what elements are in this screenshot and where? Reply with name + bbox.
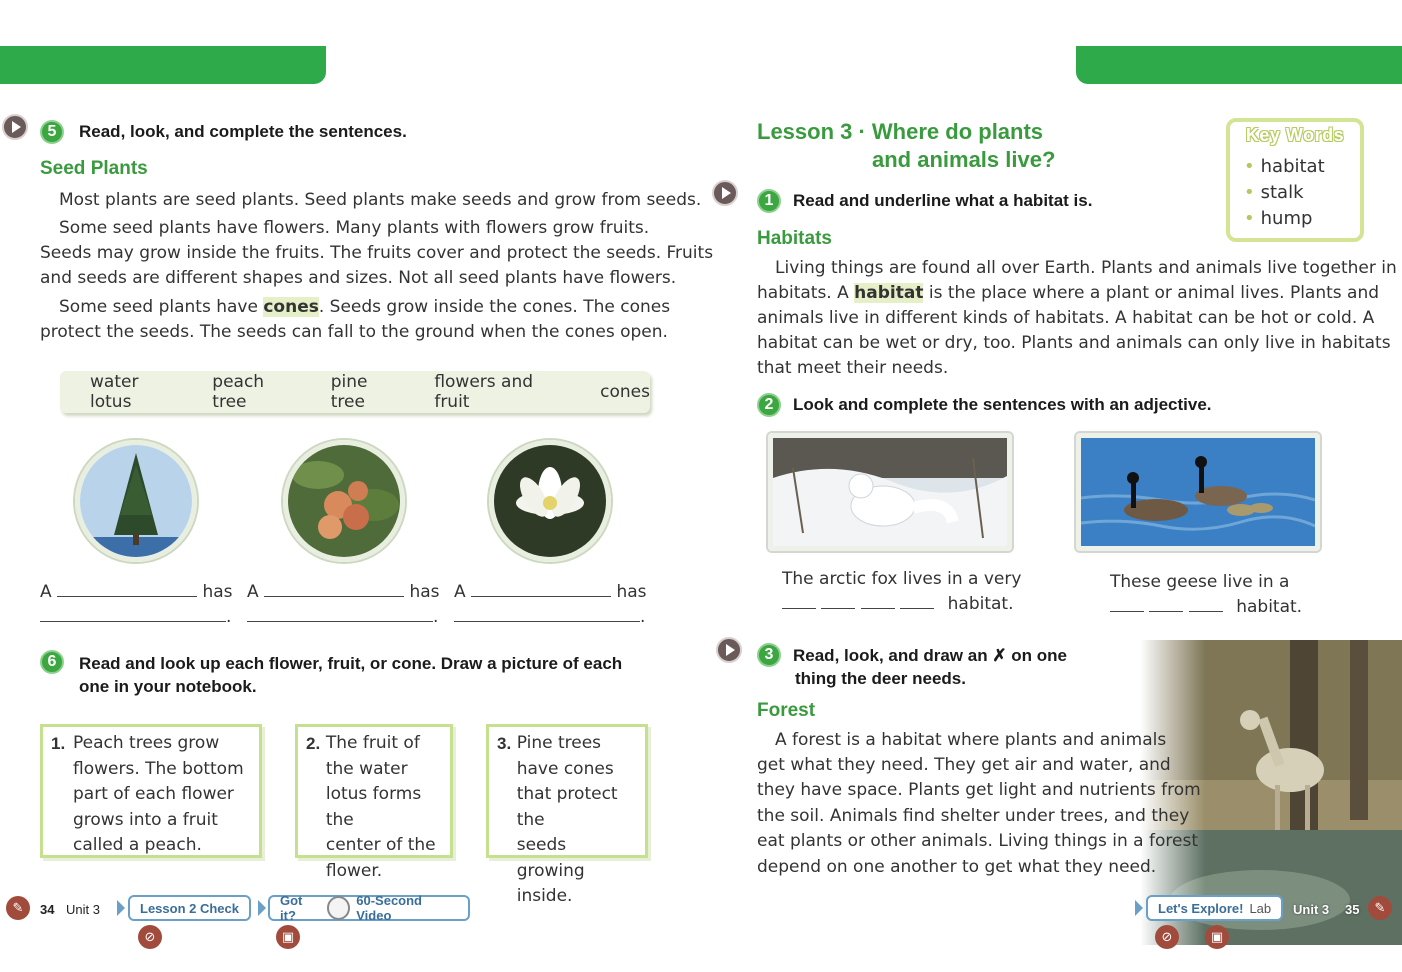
paragraph: habitat can be wet or dry, too. Plants and animals can only live in habitats [757,333,1391,353]
paragraph: get what they need. They get air and water, and [757,755,1171,775]
activity-number-badge: 1 [757,189,781,213]
lesson-title [757,118,1055,174]
word-bank-item: pine tree [330,372,368,412]
word-bank-item: water lotus [90,372,139,412]
photo-caption: These geese live in a [1110,572,1290,592]
answer-blank[interactable] [454,621,640,622]
camera-icon[interactable]: ▣ [1205,925,1229,949]
key-words-list [1244,154,1325,232]
caption-suffix: habitat. [1236,597,1303,617]
paragraph: that meet their needs. [757,358,949,378]
box-line: flowers. The bottom [73,758,244,779]
answer-blank[interactable] [821,608,855,609]
blank-suffix: has [409,582,440,602]
paragraph: depend on one another to get what they need. [757,857,1157,877]
paperclip-icon[interactable]: ⊘ [138,925,162,949]
unit-label: Unit 3 [66,902,100,917]
word-bank-item: peach tree [212,372,265,412]
section-title: Seed Plants [40,158,148,179]
arctic-fox-photo [768,433,1012,551]
key-words-box [1226,118,1364,242]
box-line: seeds growing [516,835,585,881]
blank-suffix: has [202,582,233,602]
box-line: flower. [325,860,383,881]
fill-in-blank [247,580,440,606]
page-number: 35 [1345,902,1360,917]
box-line: have cones [516,758,614,779]
activity-number-badge: 3 [757,643,781,667]
box-number: 3. [497,734,512,753]
answer-blank[interactable] [861,608,895,609]
box-line: inside. [516,886,573,906]
info-box [486,724,648,906]
photo-caption [782,592,1013,618]
activity-instruction: Read and underline what a habitat is. [793,191,1093,210]
period: . [640,607,646,627]
answer-blank[interactable] [40,621,226,622]
box-number: 2. [306,734,321,753]
answer-blank[interactable] [900,608,934,609]
play-arrow-icon [258,900,266,916]
blank-prefix: A [247,582,259,602]
peach-tree-image [283,440,405,562]
paragraph [757,281,1379,307]
lesson-title-line: Lesson 3 · Where do plants [757,119,1044,144]
lab-button[interactable] [1146,895,1283,921]
paragraph: and seeds are different shapes and sizes. Not all seed plants have flowers. [40,268,677,288]
page-number: 34 [40,902,55,917]
audio-play-button[interactable] [712,180,738,206]
video-button[interactable] [268,895,470,921]
fill-in-blank [247,605,438,631]
word-bank-item: flowers and fruit [434,372,534,412]
pine-tree-image [75,440,197,562]
play-arrow-icon [1135,900,1143,916]
paragraph [59,295,670,321]
paragraph: A forest is a habitat where plants and animals [775,730,1167,750]
activity-instruction: Read, look, and complete the sentences. [79,122,407,141]
fill-in-blank [454,580,647,606]
lab-suffix: Lab [1249,900,1272,916]
stopwatch-icon [327,896,350,920]
geese-photo [1076,433,1320,551]
camera-icon[interactable]: ▣ [276,925,300,949]
lab-label: Let's Explore! [1158,900,1244,916]
activity-number-badge: 6 [40,650,64,674]
caption-suffix: habitat. [947,594,1014,614]
text: habitats. A [757,283,855,303]
paragraph: Most plants are seed plants. Seed plants make seeds and grow from seeds. [59,190,702,210]
box-line: the water [325,758,408,779]
answer-blank[interactable] [782,608,816,609]
period: . [433,607,439,627]
key-words-title: Key Words [1245,125,1345,145]
activity-instruction: Look and complete the sentences with an adjective. [793,395,1212,414]
paperclip-icon[interactable]: ⊘ [1155,925,1179,949]
section-title: Habitats [757,228,832,249]
answer-blank[interactable] [471,596,611,597]
unit-label: Unit 3 [1293,902,1330,917]
box-line: Peach trees grow [73,733,220,753]
box-line: Pine trees [516,733,602,753]
blank-suffix: has [616,582,647,602]
key-word: • habitat [1244,154,1325,180]
paragraph: the soil. Animals find shelter under trees, and they [757,806,1190,826]
box-line: that protect the [516,784,618,830]
text: is the place where a plant or animal lives. Plants and [923,283,1380,303]
key-word: • stalk [1244,180,1325,206]
text: Some seed plants have [59,297,264,317]
instruction-line: Read and look up each flower, fruit, or cone. Draw a picture of each [79,654,623,673]
activity-instruction [79,652,622,698]
video-label: 60-Second Video [356,893,422,923]
activity-number-badge: 5 [40,120,64,144]
right-header-bar [1076,46,1402,84]
highlighted-term: cones [263,297,319,317]
play-arrow-icon [117,900,125,916]
pencil-icon[interactable]: ✎ [1368,896,1392,920]
box-line: part of each flower [73,784,234,804]
info-box [295,724,453,881]
paragraph: Seeds may grow inside the fruits. The fruits cover and protect the seeds. Fruits [40,243,714,263]
highlighted-term: habitat [854,283,924,303]
paragraph: protect the seeds. The seeds can fall to the ground when the cones open. [40,322,668,342]
fill-in-blank [454,605,645,631]
audio-play-button[interactable] [2,114,28,140]
box-number: 1. [51,734,66,753]
info-box [40,724,262,858]
water-lotus-image [489,440,611,562]
left-header-bar [0,46,326,84]
blank-prefix: A [40,582,52,602]
fill-in-blank [40,580,233,606]
fill-in-blank [40,605,231,631]
text: . Seeds grow inside the cones. The cones [318,297,671,317]
word-bank [60,371,650,413]
instruction-line: Read, look, and draw an ✗ on one [793,646,1068,665]
blank-prefix: A [454,582,466,602]
answer-blank[interactable] [57,596,197,597]
instruction-line: thing the deer needs. [795,669,966,688]
paragraph: Living things are found all over Earth. Plants and animals live together in [775,258,1397,278]
box-line: The fruit of [325,733,420,753]
word-bank-item: cones [600,382,650,402]
box-line: grows into a fruit [73,809,218,830]
pencil-icon[interactable]: ✎ [6,896,30,920]
answer-blank[interactable] [264,596,404,597]
audio-play-button[interactable] [716,637,742,663]
answer-blank[interactable] [1189,611,1223,612]
section-title: Forest [757,700,816,721]
activity-number-badge: 2 [757,393,781,417]
photo-caption: The arctic fox lives in a very [782,569,1022,589]
answer-blank[interactable] [1110,611,1144,612]
paragraph: they have space. Plants get light and nutrients from [757,780,1201,800]
answer-blank[interactable] [247,621,433,622]
lesson-title-line: and animals live? [872,147,1056,172]
paragraph: Some seed plants have flowers. Many plants with flowers grow fruits. [59,218,650,238]
box-line: lotus forms the [325,784,422,830]
lesson-check-button[interactable]: Lesson 2 Check [128,895,251,921]
photo-caption [1110,595,1302,621]
period: . [226,607,232,627]
box-line: called a peach. [73,835,202,855]
box-line: center of the [325,835,436,855]
paragraph: eat plants or other animals. Living things in a forest [757,831,1198,851]
paragraph: animals live in different kinds of habitats. A habitat can be hot or cold. A [757,308,1375,328]
activity-instruction [793,644,1067,690]
got-it-label: Got it? [280,893,303,923]
answer-blank[interactable] [1149,611,1183,612]
key-word: • hump [1244,206,1325,232]
instruction-line: one in your notebook. [79,677,257,696]
